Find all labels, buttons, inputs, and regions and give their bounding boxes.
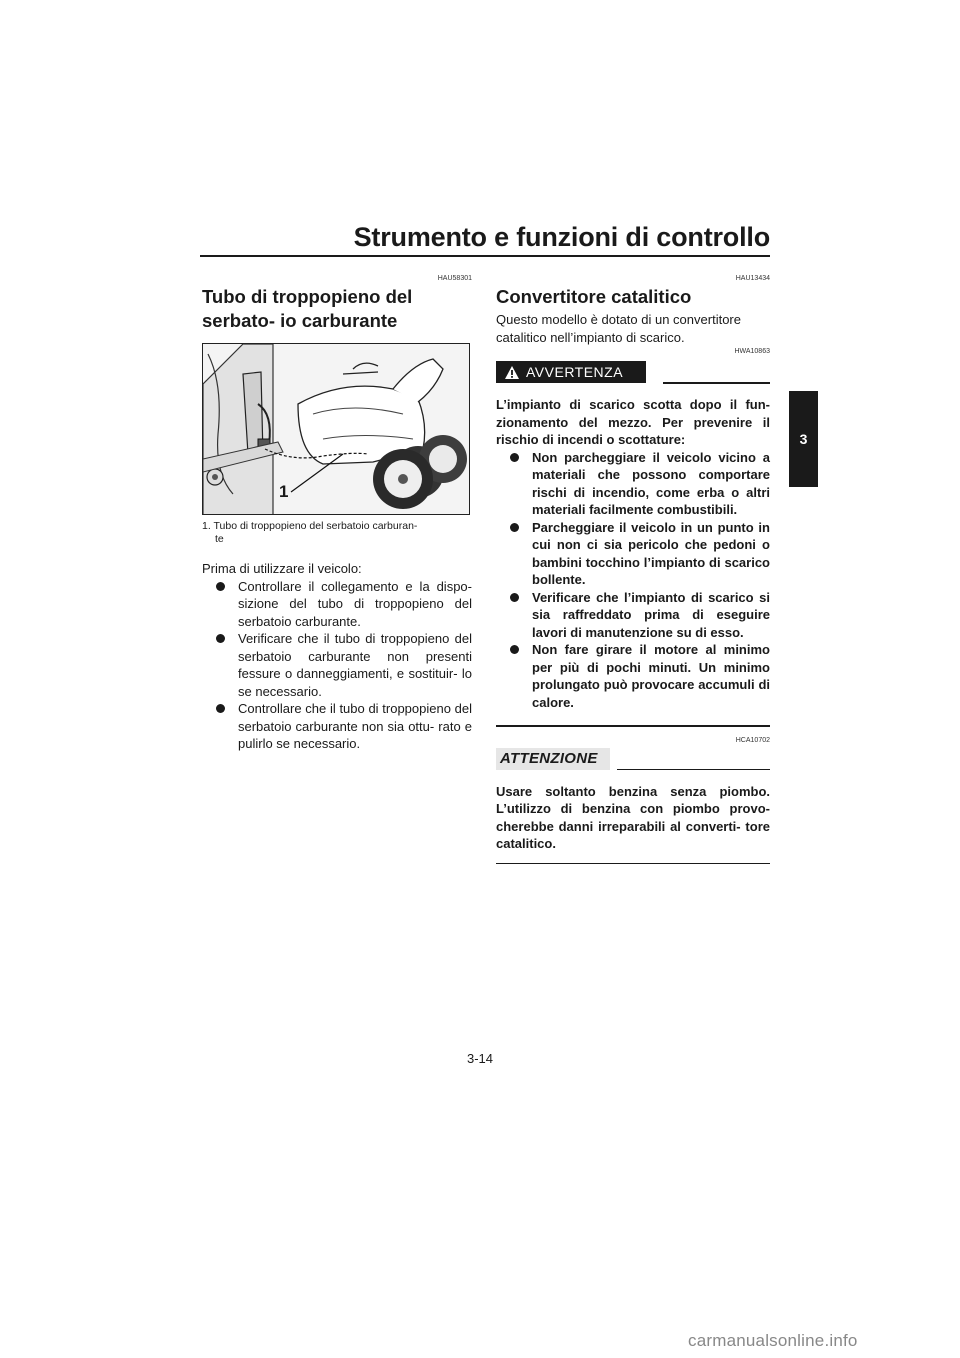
right-column xyxy=(496,275,770,864)
caution-text: Usare soltanto benzina senza piombo. L’utilizzo di benzina con piombo provo- cherebbe danni irreparabili al converti- tore catalitico. xyxy=(496,783,770,851)
page-number: 3-14 xyxy=(466,1051,494,1066)
warning-label: AVVERTENZA xyxy=(526,364,624,380)
bullet-icon xyxy=(510,453,519,462)
warning-header xyxy=(496,361,770,385)
list-item: Controllare il collegamento e la dispo- sizione del tubo di troppopieno del serbatoio carburante. xyxy=(216,578,472,631)
caption-text-cont: te xyxy=(215,533,224,545)
scooter-illustration xyxy=(202,343,470,515)
list-item: Non fare girare il motore al minimo per più di pochi minuti. Un minimo prolungato può provocare accumuli di calore. xyxy=(510,641,770,711)
caption-text: Tubo di troppopieno del serbatoio carburan- xyxy=(213,520,418,532)
warning-badge xyxy=(496,361,646,383)
section-title: Tubo di troppopieno del serbato- io carburante xyxy=(202,286,413,331)
list-item: Non parcheggiare il veicolo vicino a materiali che possono comportare rischi di incendio, come erba o altri materiali facilmente combustibili. xyxy=(510,449,770,519)
bullet-icon xyxy=(216,704,225,713)
list-item: Verificare che l’impianto di scarico si sia raffreddato prima di eseguire lavori di manutenzione su di esso. xyxy=(510,589,770,642)
chapter-tab xyxy=(789,391,818,487)
section-body: Questo modello è dotato di un convertitore catalitico nell’impianto di scarico. xyxy=(496,312,741,345)
scooter-drawing xyxy=(203,344,470,515)
caution-code: HCA10702 xyxy=(735,736,770,744)
warning-end-rule xyxy=(496,725,770,727)
warning-list xyxy=(496,449,770,712)
caution-rule xyxy=(617,769,770,771)
left-column xyxy=(202,275,472,753)
warning-code: HWA10863 xyxy=(734,348,770,355)
section-title: Convertitore catalitico xyxy=(496,286,692,307)
bullet-icon xyxy=(216,634,225,643)
bullet-icon xyxy=(510,593,519,602)
bullet-icon xyxy=(216,582,225,591)
section-code: HAU58301 xyxy=(437,275,472,282)
bullet-icon xyxy=(510,645,519,654)
caution-badge: ATTENZIONE xyxy=(496,748,610,770)
caution-header xyxy=(496,748,770,772)
figure-caption xyxy=(202,520,472,546)
list-item: Controllare che il tubo di troppopieno del serbatoio carburante non sia ottu- rato e pulirlo se necessario. xyxy=(216,700,472,753)
list-item: Verificare che il tubo di troppopieno del serbatoio carburante non presenti fessure o danneggiamenti, e sostituir- lo se necessario. xyxy=(216,630,472,700)
warning-rule xyxy=(663,382,770,384)
list-item: Parcheggiare il veicolo in un punto in cui non ci sia pericolo che pedoni o bambini tocchino l’impianto di scarico bollente. xyxy=(510,519,770,589)
chapter-number: 3 xyxy=(799,431,808,447)
check-list xyxy=(202,578,472,753)
warning-triangle-icon xyxy=(504,365,520,380)
header-rule xyxy=(200,255,770,257)
intro-text: Prima di utilizzare il veicolo: xyxy=(202,561,362,576)
warning-text: L’impianto di scarico scotta dopo il fun- zionamento del mezzo. Per prevenire il rischio di incendi o scottature: xyxy=(496,397,770,447)
figure-callout-1: 1 xyxy=(279,482,289,501)
caption-number: 1. xyxy=(202,520,211,532)
caution-end-rule xyxy=(496,863,770,865)
page-header xyxy=(200,222,770,256)
page-title: Strumento e funzioni di controllo xyxy=(353,222,770,252)
watermark: carmanualsonline.info xyxy=(688,1331,858,1350)
section-code: HAU13434 xyxy=(735,275,770,282)
bullet-icon xyxy=(510,523,519,532)
